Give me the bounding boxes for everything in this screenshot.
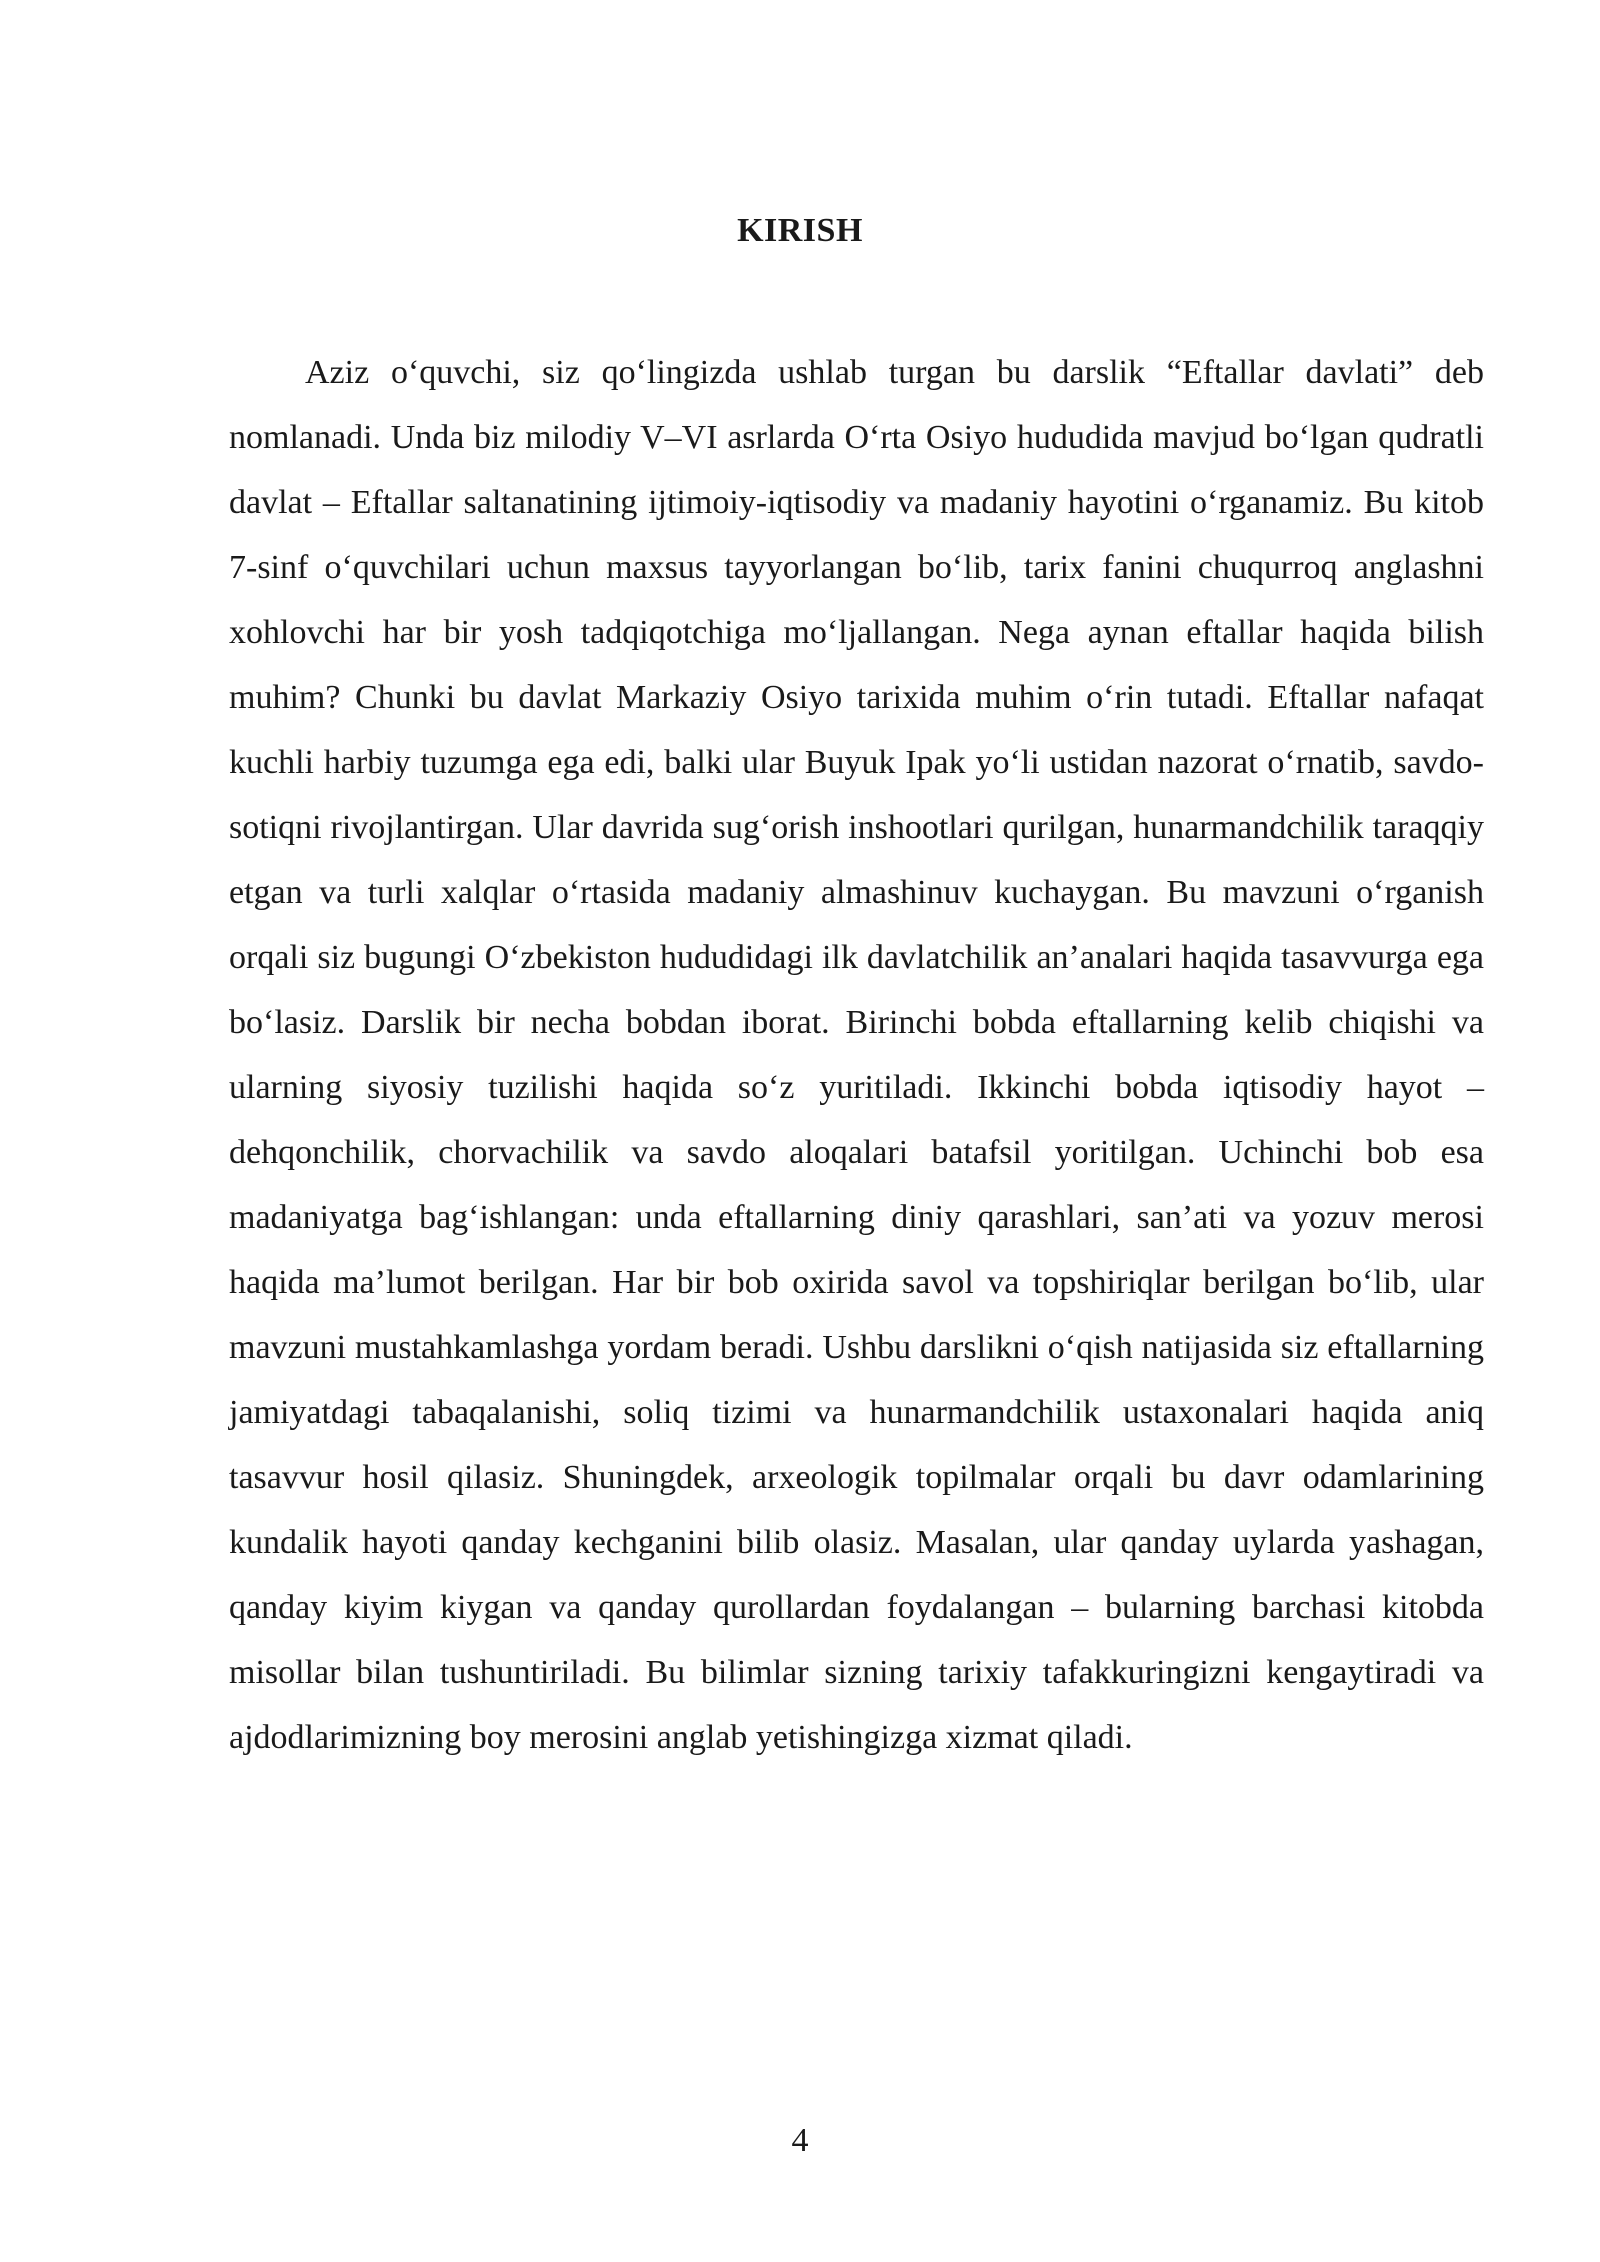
body-paragraph: Aziz o‘quvchi, siz qo‘lingizda ushlab turgan bu darslik “Eftallar davlati” deb nomlanadi. Unda biz milodiy V–VI asrlarda O‘rta Osiyo hududida mavjud bo‘lgan qudratli davlat – Eftallar saltanatining ijtimoiy-iqtisodiy va madaniy hayotini o‘rganamiz. Bu kitob 7-sinf o‘quvchilari uchun maxsus tayyorlangan bo‘lib, tarix fanini chuqurroq anglashni xohlovchi har bir yosh tadqiqotchiga mo‘ljallangan. Nega aynan eftallar haqida bilish muhim? Chunki bu davlat Markaziy Osiyo tarixida muhim o‘rin tutadi. Eftallar nafaqat kuchli harbiy tuzumga ega edi, balki ular Buyuk Ipak yo‘li ustidan nazorat o‘rnatib, savdo-sotiqni rivojlantirgan. Ular davrida sug‘orish inshootlari qurilgan, hunarmandchilik taraqqiy etgan va turli xalqlar o‘rtasida madaniy almashinuv kuchaygan. Bu mavzuni o‘rganish orqali siz bugungi O‘zbekiston hududidagi ilk davlatchilik an’analari haqida tasavvurga ega bo‘lasiz. Darslik bir necha bobdan iborat. Birinchi bobda eftallarning kelib chiqishi va ularning siyosiy tuzilishi haqida so‘z yuritiladi. Ikkinchi bobda iqtisodiy hayot – dehqonchilik, chorvachilik va savdo aloqalari batafsil yoritilgan. Uchinchi bob esa madaniyatga bag‘ishlangan: unda eftallarning diniy qarashlari, san’ati va yozuv merosi haqida ma’lumot berilgan. Har bir bob oxirida savol va topshiriqlar berilgan bo‘lib, ular mavzuni mustahkamlashga yordam beradi. Ushbu darslikni o‘qish natijasida siz eftallarning jamiyatdagi tabaqalanishi, soliq tizimi va hunarmandchilik ustaxonalari haqida aniq tasavvur hosil qilasiz. Shuningdek, arxeologik topilmalar orqali bu davr odamlarining kundalik hayoti qanday kechganini bilib olasiz. Masalan, ular qanday uylarda yashagan, qanday kiyim kiygan va qanday qurollardan foydalangan – bularning barchasi kitobda misollar bilan tushuntiriladi. Bu bilimlar sizning tarixiy tafakkuringizni kengaytiradi va ajdodlarimizning boy merosini anglab yetishingizga xizmat qiladi. [229, 354, 1484, 1756]
page-title: KIRISH [737, 212, 863, 249]
page-number: 4 [791, 2122, 809, 2159]
